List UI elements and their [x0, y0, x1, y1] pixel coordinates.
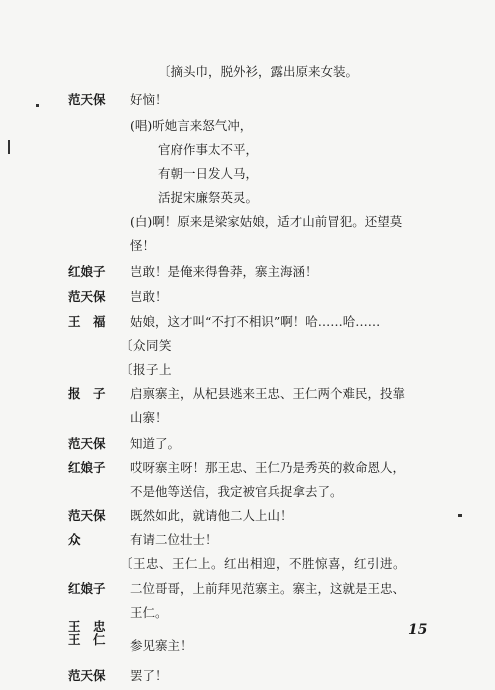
speaker-name: 王 忠 王 仁 — [68, 619, 106, 647]
speaker-name: 红娘子 — [68, 460, 106, 475]
stage-direction: 〔王忠、王仁上。红出相迎，不胜惊喜，红引进。 — [120, 556, 407, 571]
dialogue-text: 参见寨主！ — [130, 638, 193, 653]
dialogue-line — [0, 234, 495, 258]
dialogue-line — [0, 406, 495, 430]
dialogue-line — [0, 162, 495, 186]
dialogue-line — [0, 310, 495, 334]
dialogue-line — [0, 504, 495, 528]
speaker-name: 报 子 — [68, 386, 106, 401]
dialogue-line — [0, 552, 495, 576]
stage-direction: 〔众同笑 — [120, 338, 173, 353]
dialogue-line — [0, 88, 495, 112]
speaker-name: 范天保 — [68, 668, 106, 683]
speaker-name: 范天保 — [68, 92, 106, 107]
dialogue-line — [0, 260, 495, 284]
dialogue-line — [0, 285, 495, 309]
dialogue-text: 岂敢！ — [130, 289, 168, 304]
dialogue-line — [0, 664, 495, 688]
speaker-name: 范天保 — [68, 289, 106, 304]
stage-direction: 〔报子上 — [120, 362, 173, 377]
speaker-name: 红娘子 — [68, 581, 106, 596]
dialogue-line — [0, 114, 495, 138]
dialogue-text: 知道了。 — [130, 436, 181, 451]
page-number: 15 — [408, 622, 428, 638]
dialogue-text: 岂敢！是俺来得鲁莽，寨主海涵！ — [130, 264, 318, 279]
dialogue-text: 有朝一日发人马， — [158, 166, 259, 181]
dialogue-line — [0, 456, 495, 480]
speaker-name: 范天保 — [68, 436, 106, 451]
dialogue-text: 既然如此，就请他二人上山！ — [130, 508, 293, 523]
dialogue-text: 怪！ — [130, 238, 156, 253]
dialogue-text: 好恼！ — [130, 92, 168, 107]
margin-mark — [8, 140, 10, 154]
margin-dot — [458, 514, 462, 517]
dialogue-line — [0, 528, 495, 552]
dialogue-line — [0, 210, 495, 234]
dialogue-text: 山寨！ — [130, 410, 168, 425]
dialogue-text: 姑娘，这才叫“不打不相识”啊！哈……哈…… — [130, 314, 381, 329]
dialogue-line — [0, 60, 495, 84]
dialogue-text: (唱)听她言来怒气冲， — [130, 118, 253, 133]
speaker-name: 王 福 — [68, 314, 106, 329]
speaker-name: 众 — [68, 532, 81, 547]
dialogue-line — [0, 432, 495, 456]
dialogue-text: 启禀寨主，从杞县逃来王忠、王仁两个难民，投靠 — [130, 386, 406, 401]
dialogue-text: 二位哥哥，上前拜见范寨主。寨主，这就是王忠、 — [130, 581, 406, 596]
dialogue-line — [0, 138, 495, 162]
dialogue-text: 官府作事太不平， — [158, 142, 259, 157]
dialogue-text: 王仁。 — [130, 605, 168, 620]
dialogue-line — [0, 186, 495, 210]
dialogue-line — [0, 382, 495, 406]
dialogue-text: 罢了！ — [130, 668, 168, 683]
margin-dot — [36, 104, 39, 107]
dialogue-text: 活捉宋廉祭英灵。 — [158, 190, 259, 205]
dialogue-text: 不是他等送信，我定被官兵捉拿去了。 — [130, 484, 343, 499]
dialogue-text: 有请二位壮士！ — [130, 532, 218, 547]
speaker-name: 红娘子 — [68, 264, 106, 279]
dialogue-line — [0, 334, 495, 358]
dialogue-text: 哎呀寨主呀！那王忠、王仁乃是秀英的救命恩人， — [130, 460, 406, 475]
dialogue-text: (白)啊！原来是梁家姑娘，适才山前冒犯。还望莫 — [130, 214, 403, 229]
dialogue-line — [0, 358, 495, 382]
dialogue-line — [0, 480, 495, 504]
dialogue-line — [0, 577, 495, 601]
dialogue-text: 〔摘头巾，脱外衫，露出原来女装。 — [158, 64, 359, 79]
speaker-name: 范天保 — [68, 508, 106, 523]
